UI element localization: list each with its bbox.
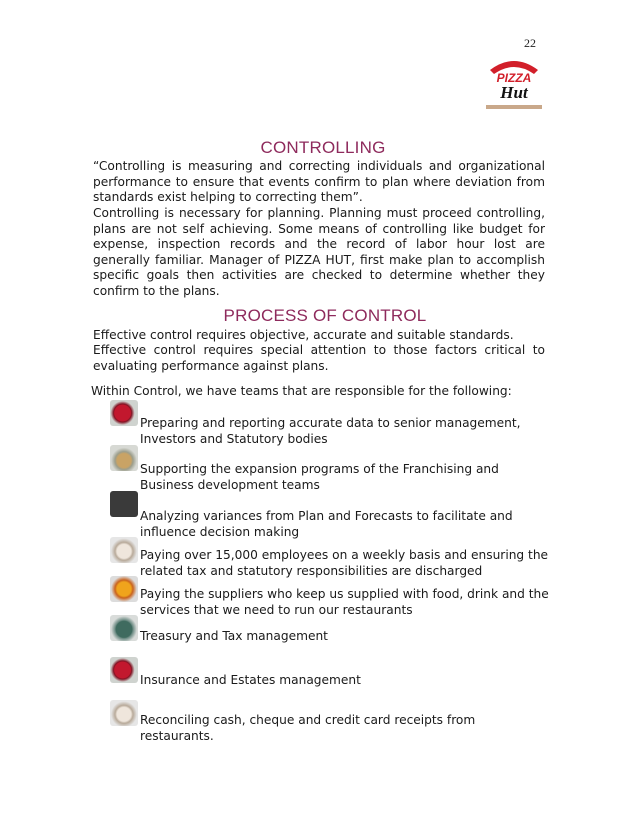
list-item (110, 548, 550, 579)
list-item-text: Preparing and reporting accurate data to senior management, Investors and Statutory bodies (140, 416, 521, 446)
list-item-text: Treasury and Tax management (140, 629, 328, 643)
list-item-text: Reconciling cash, cheque and credit card receipts from restaurants. (140, 713, 476, 743)
svg-text:Hut: Hut (500, 83, 528, 102)
process-para-1: Effective control requires objective, accurate and suitable standards. (93, 328, 514, 342)
controlling-explanation: Controlling is necessary for planning. Planning must proceed controlling, plans are not self achieving. Some means of controlling like budget for expense, inspection records and the record of labor hour lost are generally familiar. Manager of PIZZA HUT, first make plan to accomplish specific goals then activities are checked to determine whether they confirm to the plans. (93, 206, 545, 298)
process-heading: PROCESS OF CONTROL (223, 306, 427, 325)
list-item (110, 587, 550, 618)
controlling-heading: CONTROLLING (260, 138, 386, 157)
list-item (110, 673, 550, 689)
controlling-definition: “Controlling is measuring and correcting individuals and organizational performance to ensure that events confirm to plan where deviation from standards exist helping to correcting them”. (93, 159, 545, 205)
teams-intro: Within Control, we have teams that are responsible for the following: (91, 384, 512, 398)
pizza-hut-logo (484, 52, 544, 108)
list-item (110, 462, 550, 493)
page-number: 22 (524, 36, 536, 50)
logo-underline (486, 105, 542, 109)
list-item (110, 713, 550, 744)
list-item (110, 416, 550, 447)
list-item-text: Analyzing variances from Plan and Forecasts to facilitate and influence decision making (140, 509, 513, 539)
list-item-text: Paying over 15,000 employees on a weekly basis and ensuring the related tax and statutory responsibilities are discharged (140, 548, 549, 578)
process-para-2: Effective control requires special attention to those factors critical to evaluating performance against plans. (93, 343, 545, 373)
svg-text:PIZZA: PIZZA (496, 71, 532, 85)
list-item-text: Insurance and Estates management (140, 673, 361, 687)
list-item (110, 509, 550, 540)
list-item-text: Supporting the expansion programs of the Franchising and Business development teams (140, 462, 499, 492)
list-item-text: Paying the suppliers who keep us supplied with food, drink and the services that we need to run our restaurants (140, 587, 549, 617)
list-item (110, 629, 550, 645)
